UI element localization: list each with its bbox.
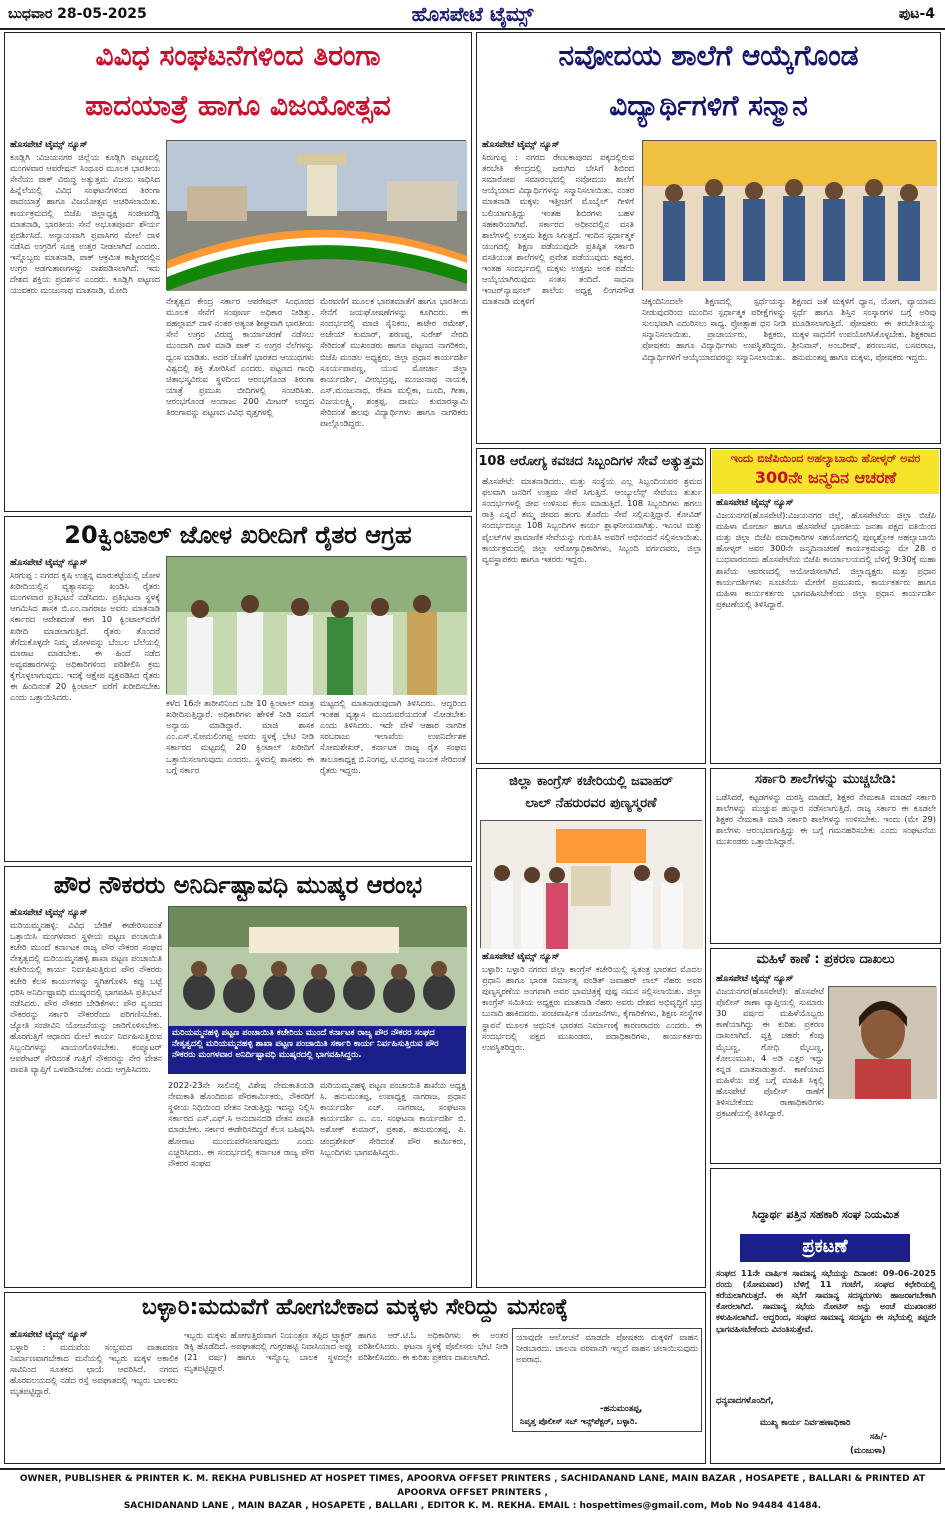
- article-strike-byline: ಹೊಸಪೇಟೆ ಟೈಮ್ಸ್ ನ್ಯೂಸ್: [10, 908, 88, 918]
- accident-quote-role: ನಿವೃತ್ತ ಪೊಲೀಸ್ ಸಬ್ ಇನ್ಸ್‌ಪೆಕ್ಟರ್, ಬಳ್ಳಾರಿ.: [520, 1416, 638, 1426]
- article-strike-headline: ಪೌರ ನೌಕರರು ಅನಿರ್ದಿಷ್ಟಾವಧಿ ಮುಷ್ಕರ ಆರಂಭ: [53, 871, 423, 899]
- notice-signatory: ಮುಖ್ಯ ಕಾರ್ಯ ನಿರ್ವಹಣಾಧಿಕಾರಿ: [760, 1418, 851, 1428]
- article-108-headline: 108 ಆರೋಗ್ಯ ಕವಚದ ಸಿಬ್ಬಂದಿಗಳ ಸೇವೆ ಅತ್ಯುತ್ತಮ: [478, 454, 704, 469]
- students-group-illustration: [643, 141, 937, 291]
- article-missing-headline: ಮಹಿಳೆ ಕಾಣೆ : ಪ್ರಕರಣ ದಾಖಲು: [756, 952, 895, 967]
- article-navodaya-byline: ಹೊಸಪೇಟೆ ಟೈಮ್ಸ್ ನ್ಯೂಸ್: [482, 140, 560, 150]
- article-tiranga-col2: ನೇತೃತ್ವದ ಕೇಂದ್ರ ಸರ್ಕಾರ ಆಪರೇಷನ್ ಸಿಂಧೂರದ ಮೂಲಕ ಸೇನೆಗೆ ಸಂಪೂರ್ಣ ಅಧಿಕಾರ ನೀಡಿತ್ತು. ಪಹಲ್ಗಾಮ್ ದಾಳಿ ನಂತರ ಅತ್ಯಂತ ಶೀಘ್ರವಾಗಿ ಭಾರತೀಯ ಸೇನೆ ಉಗ್ರರ ವಿರುದ್ಧ ಕಾರ್ಯಾಚರಣೆ ನಡೆಸಲು ಮುಂದಾಗಿ ದಾಳಿ ಮಾಡಿ ಪಾಕ್‌ ನ ಉಗ್ರರ ನೆಲೆಗಳನ್ನು ಧ್ವಂಸ ಮಾಡಿತು. ಅದರ ಜೊತೆಗೆ ಭಾರತದ ಆಯುಧಗಳು ವಿಶ್ವದಲ್ಲಿ ಶಕ್ತಿ ತೋರಿಸಿವೆ ಎಂದರು. ಪಟ್ಟಣದ ಗಾಂಧಿ ಚಿತಾಭಸ್ಮವಿರುವ ಸ್ಥಳದಿಂದ ಆರಂಭಗೊಂಡ ತಿರಂಗಾ ಯಾತ್ರೆ ಪ್ರಮುಖ ಬೀದಿಗಳಲ್ಲಿ ಸಂಚರಿಸಿತು. ಆರಂಭಗೊಂಡ ಅಂದಾಜು 200 ಮೀಟರ್ ಉದ್ದದ ತಿರಂಗಾವನ್ನು ಪಟ್ಟಣದ ವಿವಿಧ ವೃತ್ತಗಳಲ್ಲಿ: [166, 296, 314, 418]
- article-nehru-body: ಬಳ್ಳಾರಿ: ಬಳ್ಳಾರಿ ನಗರದ ಜಿಲ್ಲಾ ಕಾಂಗ್ರೆಸ್ ಕಚೇರಿಯಲ್ಲಿ ಸ್ವತಂತ್ರ ಭಾರತದ ಮೊದಲ ಪ್ರಧಾನಿ ಹಾಗೂ ಭಾರತ ನಿರ್ಮಾತೃ ಪಂಡಿತ್ ಜವಾಹರ್ ಲಾಲ್ ನೆಹರು ಅವರ ಪುಣ್ಯಸ್ಮರಣೆಯ ಅಂಗವಾಗಿ ಅವರ ಭಾವಚಿತ್ರಕ್ಕೆ ಪುಷ್ಪ ನಮನ ಸಲ್ಲಿಸಲಾಯಿತು. ಜಿಲ್ಲಾ ಕಾಂಗ್ರೆಸ್ ಸಮಿತಿಯ ಅಧ್ಯಕ್ಷರು ಮಾತನಾಡಿ ನೆಹರು ಅವರು ದೇಶದ ಅಭಿವೃದ್ಧಿಗೆ ಭದ್ರ ಬುನಾದಿ ಹಾಕಿದವರು. ಪಂಚವಾರ್ಷಿಕ ಯೋಜನೆಗಳು, ಕೈಗಾರಿಕೆಗಳು, ಶಿಕ್ಷಣ ಸಂಸ್ಥೆಗಳ ಸ್ಥಾಪನೆ ಮೂಲಕ ಆಧುನಿಕ ಭಾರತದ ನಿರ್ಮಾಣಕ್ಕೆ ಕಾರಣರಾದರು ಎಂದರು. ಈ ಸಂದರ್ಭದಲ್ಲಿ ಪಕ್ಷದ ಮುಖಂಡರು, ಪದಾಧಿಕಾರಿಗಳು, ಕಾರ್ಯಕರ್ತರು ಉಪಸ್ಥಿತರಿದ್ದರು.: [482, 964, 702, 1052]
- article-tiranga-col3: ಮೆರವಣಿಗೆ ಮೂಲಕ ಭಾರತಮಾತೆಗೆ ಹಾಗೂ ಭಾರತೀಯ ಸೇನೆಗೆ ಜಯಘೋಷಣೆಗಳನ್ನು ಕೂಗಿದರು. ಈ ಸಂದರ್ಭದಲ್ಲಿ ಮಾಜಿ ಸೈನಿಕರು, ಕಾಟೇರ ರಮೇಶ್, ಅಜೇಯ್ ಕುಮಾರ್, ಶರಣಪ್ಪ, ಸುರೇಶ್ ನೇರದಿ ಸೇರಿದಂತೆ ಮುಖಂಡರು ಹಾಗೂ ಪಟ್ಟಣದ ನಾಗರಿಕರು, ಬಿಜೆಪಿ ಮಂಡಲ ಅಧ್ಯಕ್ಷರು, ಜಿಲ್ಲಾ ಪ್ರಧಾನ ಕಾರ್ಯದರ್ಶಿ ಸೂರ್ಯಪಾಪಣ್ಣ, ಯುವ ಮೋರ್ಚಾ ಜಿಲ್ಲಾ ಕಾರ್ಯದರ್ಶಿ, ವೀರಭದ್ರಪ್ಪ, ಮಂಜುನಾಥ ನಾಯಕ, ಎಸ್.ಮಂಜುನಾಥ, ರೇಖಾ ಮಲ್ಲಿಕಾ, ಬೂದಿ, ಗೀತಾ, ವಿಜಯಲಕ್ಷ್ಮಿ, ಶಂಕ್ರಪ್ಪ, ದಾಮು ಕುಮಾರಸ್ವಾಮಿ ಸೇರಿದಂತೆ ಹಲವು ವಿದ್ಯಾರ್ಥಿಗಳು ಹಾಗೂ ನಾಗರಿಕರು ಪಾಲ್ಗೊಂಡಿದ್ದರು.: [320, 296, 468, 429]
- article-108-body: ಹೊಸಪೇಟೆ: ಮಾತನಾಡಿದರು. ಮತ್ತು ಸಂಸ್ಥೆಯ ಎಲ್ಲ ಸಿಬ್ಬಂದಿಯವರ ಶ್ರಮದ ಫಲವಾಗಿ ಜನರಿಗೆ ಉತ್ತಮ ಸೇವೆ ಸಿಗುತ್ತಿದೆ. ಆಂಬ್ಯುಲೆನ್ಸ್ ಸೇವೆಯು ತುರ್ತು ಸಂದರ್ಭಗಳಲ್ಲಿ ಜೀವ ಉಳಿಸುವ ಕೆಲಸ ಮಾಡುತ್ತಿದೆ. 108 ಸಿಬ್ಬಂದಿಗಳು ಹಗಲು ರಾತ್ರಿ ಎನ್ನದೆ ತಮ್ಮ ಜೀವದ ಹಂಗು ತೊರೆದು ಸೇವೆ ಸಲ್ಲಿಸುತ್ತಿದ್ದಾರೆ. ಕೋವಿಡ್ ಸಂದರ್ಭದಲ್ಲೂ 108 ಸಿಬ್ಬಂದಿಗಳ ಕಾರ್ಯ ಶ್ಲಾಘನೀಯವಾಗಿತ್ತು. ಇಎಂಟಿ ಮತ್ತು ಪೈಲಟ್‌ಗಳ ಪ್ರಾಮಾಣಿಕ ಸೇವೆಯನ್ನು ಗುರುತಿಸಿ ಅವರಿಗೆ ಅಭಿನಂದನೆ ಸಲ್ಲಿಸಲಾಯಿತು. ಕಾರ್ಯಕ್ರಮದಲ್ಲಿ ಜಿಲ್ಲಾ ಆರೋಗ್ಯಾಧಿಕಾರಿಗಳು, ಸಿಬ್ಬಂದಿ ವರ್ಗದವರು, ಜಿಲ್ಲಾ ವ್ಯವಸ್ಥಾಪಕರು ಹಾಗೂ ಇತರರು ಇದ್ದರು.: [482, 476, 702, 564]
- article-strike-col1: ಮರಿಯಮ್ಮನಹಳ್ಳಿ: ವಿವಿಧ ಬೇಡಿಕೆ ಈಡೇರಿಸುವಂತೆ ಒತ್ತಾಯಿಸಿ ಮಂಗಳವಾರ ಸ್ಥಳೀಯ ಪಟ್ಟಣ ಪಂಚಾಯಿತಿ ಕಚೇರಿ ಮುಂದೆ ಕರ್ನಾಟಕ ರಾಜ್ಯ ಪೌರ ನೌಕರರ ಸಂಘದ ನೇತೃತ್ವದಲ್ಲಿ ಮರಿಯಮ್ಮನಹಳ್ಳಿ ಶಾಖಾ ಪಟ್ಟಣ ಪಂಚಾಯಿತಿ ಕಚೇರಿಯಲ್ಲಿ ಕಾರ್ಯ ನಿರ್ವಹಿಸುತ್ತಿರುವ ಪೌರ ನೌಕರರು ಕಚೇರಿ ಕೆಲಸ ಕಾರ್ಯಗಳನ್ನು ಸ್ಥಗಿತಗೊಳಿಸಿ ಕಪ್ಪು ಬಟ್ಟೆ ಧರಿಸಿ ಅನಿರ್ದಿಷ್ಟಾವಧಿ ಮುಷ್ಕರದಲ್ಲಿ ಭಾಗವಹಿಸಿ ಪ್ರತಿಭಟನೆ ನಡೆಸಿದರು. ಪೌರ ನೌಕರರ ಬೇಡಿಕೆಗಳು: ಪೌರ ವೃಂದದ ನೌಕರರನ್ನು ಸರ್ಕಾರಿ ನೌಕರರೆಂದು ಪರಿಗಣಿಸಬೇಕು. ಜ್ಯೋತಿ ಸಂಜೀವಿನಿ ಯೋಜನೆಯನ್ನು ಜಾರಿಗೊಳಿಸಬೇಕು. ಹೊರಗುತ್ತಿಗೆ ಆಧಾರದ ಮೇಲೆ ಕಾರ್ಯ ನಿರ್ವಹಿಸುತ್ತಿರುವ ಸಿಬ್ಬಂದಿಗಳನ್ನು ಖಾಯಂಗೊಳಿಸಬೇಕು. ಕಂಪ್ಯೂಟರ್ ಆಪರೇಟರ್ ಸೇರಿದಂತೆ ಗುತ್ತಿಗೆ ನೌಕರರನ್ನು ನೇರ ವೇತನ ಪಾವತಿ ವ್ಯಾಪ್ತಿಗೆ ಒಳಪಡಿಸಬೇಕು ಎಂದು ಆಗ್ರಹಿಸಿದರು.: [10, 920, 162, 1075]
- article-accident-col2: ಇಬ್ಬರು ಮಕ್ಕಳು ಹೋಗುತ್ತಿರುವಾಗ ನಿಯಂತ್ರಣ ತಪ್ಪಿದ ಟ್ರ್ಯಾಕ್ಟರ್ ಡಿಕ್ಕಿ ಹೊಡೆದಿದೆ. ಅಪಘಾತದಲ್ಲಿ ಗುಗ್ಗರಹಟ್ಟಿ ನಿವಾಸಿಯಾದ ಅಪ್ಪು (21 ವರ್ಷ) ಹಾಗೂ ಇನ್ನೊಬ್ಬ ಬಾಲಕ ಸ್ಥಳದಲ್ಲೇ ಮೃತಪಟ್ಟಿದ್ದಾರೆ.: [184, 1330, 352, 1374]
- article-accident-col1: ಬಳ್ಳಾರಿ : ಮದುವೆಯ ಸಂಭ್ರಮದ ವಾತಾವರಣ ನಿರ್ಮಾಣವಾಗಬೇಕಾದ ಮನೆಯಲ್ಲಿ ಇಬ್ಬರು ಮಕ್ಕಳ ಅಕಾಲಿಕ ಸಾವಿನಿಂದ ಸೂತಕದ ಛಾಯೆ ಆವರಿಸಿದೆ. ನಗರದ ಹೊರವಲಯದಲ್ಲಿ ನಡೆದ ರಸ್ತೆ ಅಪಘಾತದಲ್ಲಿ ಇಬ್ಬರು ಬಾಲಕರು ಮೃತಪಟ್ಟಿದ್ದಾರೆ.: [10, 1342, 178, 1397]
- article-ahilyabai-headline-1: ಇಂದು ಬಿಜೆಪಿಯಿಂದ ಅಹಲ್ಯಾಬಾಯಿ ಹೋಳ್ಕರ್ ಅವರ: [730, 452, 921, 465]
- article-navodaya-col1: ಸಿರುಗುಪ್ಪ : ನಗರದ ರೇಣುಕಾಪುರದ ಪಕ್ಕದಲ್ಲಿರುವ ತರಬೇತಿ ಕೇಂದ್ರದಲ್ಲಿ ಜರುಗಿದ ಬೇಸಿಗೆ ಶಿಬಿರದ ಸಮಾರೋಪ ಸಮಾರಂಭದಲ್ಲಿ ನವೋದಯ ಶಾಲೆಗೆ ಆಯ್ಕೆಯಾದ ವಿದ್ಯಾರ್ಥಿಗಳನ್ನು ಸನ್ಮಾನಿಸಲಾಯಿತು. ನಂತರ ಮಾತನಾಡಿ ಮಕ್ಕಳು ಇತ್ತೀಚಿಗೆ ಮೊಬೈಲ್ ಗೀಳಿಗೆ ಬಲಿಯಾಗುತ್ತಿದ್ದು ಇಂತಹ ಶಿಬಿರಗಳು ಬಹಳ ಸಹಕಾರಿಯಾಗಿವೆ. ಸರ್ಕಾರದ ಅಧೀನದಲ್ಲಿನ ವಸತಿ ಶಾಲೆಗಳಲ್ಲಿ ಉತ್ತಮ ಶಿಕ್ಷಣ ಸಿಗುತ್ತದೆ. ಇಂದಿನ ಸ್ಪರ್ಧಾತ್ಮಕ ಯುಗದಲ್ಲಿ ಶಿಕ್ಷಣ ಪಡೆಯುವುದೇ ಪ್ರತಿಷ್ಠಿತ ಸರ್ಕಾರಿ ವಸತಿಯುತ ಶಾಲೆಗಳಲ್ಲಿ ಪ್ರವೇಶ ಪಡೆಯುವುದು ಕಷ್ಟಕರ. ಇಂತಹ ಸಂದರ್ಭದಲ್ಲಿ ಮಕ್ಕಳು ಉತ್ತಮ ಅಂಕ ಪಡೆದು ಆಯ್ಕೆಯಾಗಿರುವುದು ಸಂತಸ ತಂದಿದೆ. ಸಾಧನಾ ಇಂಟರ್‌ನ್ಯಾಷನಲ್ ಶಾಲೆಯ ಅಧ್ಯಕ್ಷ ಲಿಂಗನಗೌಡ ಮಾತನಾಡಿ ಮಕ್ಕಳಿಗೆ: [482, 152, 634, 307]
- article-jowar-headline: 20ಕ್ವಿಂಟಾಲ್ ಜೋಳ ಖರೀದಿಗೆ ರೈತರ ಆಗ್ರಹ: [64, 521, 412, 549]
- header-rule: [0, 28, 945, 30]
- article-navodaya-headline-2: ವಿದ್ಯಾರ್ಥಿಗಳಿಗೆ ಸನ್ಮಾನ: [609, 89, 808, 122]
- article-schools-body: ಒಡೆಸಿದರೆ, ಕಟ್ಟಡಗಳನ್ನು ದುರಸ್ತಿ ಮಾಡದೆ, ಶಿಕ್ಷಕರ ನೇಮಕಾತಿ ಮಾಡದೆ ಸರ್ಕಾರಿ ಶಾಲೆಗಳನ್ನು ಮುಚ್ಚುವ ಹುನ್ನಾರ ನಡೆಸಲಾಗುತ್ತಿದೆ. ರಾಜ್ಯ ಸರ್ಕಾರ ಈ ಕೂಡಲೇ ಶಿಕ್ಷಕರ ನೇಮಕಾತಿ ಮಾಡಿ ಸರ್ಕಾರಿ ಶಾಲೆಗಳನ್ನು ಉಳಿಸಬೇಕು. ಇಂದು (ಮೇ 29) ಶಾಲೆಗಳು ಆರಂಭವಾಗುತ್ತಿದ್ದು ಈ ಬಗ್ಗೆ ಗಮನಹರಿಸಬೇಕು ಎಂದು ಸಂಘಟನೆಯ ಮುಖಂಡರು ಒತ್ತಾಯಿಸಿದ್ದಾರೆ.: [716, 792, 936, 847]
- notice-label: ಪ್ರಕಟಣೆ: [802, 1236, 848, 1257]
- article-nehru-byline: ಹೊಸಪೇಟೆ ಟೈಮ್ಸ್ ನ್ಯೂಸ್: [482, 952, 560, 962]
- article-ahilyabai-body: ವಿಜಯನಗರ(ಹೊಸಪೇಟೆ):ವಿಜಯನಗರ ಜಿಲ್ಲೆ, ಹೊಸಪೇಟೆಯ ಜಿಲ್ಲಾ ಬಿಜೆಪಿ ಮಹಿಳಾ ಮೋರ್ಚಾ ಹಾಗೂ ಹೊಸಪೇಟೆ ಭಾರತೀಯ ಜನತಾ ಪಕ್ಷದ ವತಿಯಿಂದ ಮತ್ತು ಜಿಲ್ಲಾ ಬಿಜೆಪಿ ಪದಾಧಿಕಾರಿಗಳ ಸಹಯೋಗದಲ್ಲಿ ಪುಣ್ಯಶ್ಲೋಕ ಅಹಲ್ಯಾಬಾಯಿ ಹೋಳ್ಕರ್ ಅವರ 300ನೇ ಜನ್ಮದಿನಾಚರಣೆ ಕಾರ್ಯಕ್ರಮವನ್ನು ಮೇ 28 ರ ಬುಧವಾರದಂದು ಹೊಸಪೇಟೆಯ ಬಿಜೆಪಿ ಕಾರ್ಯಾಲಯದಲ್ಲಿ ಬೆಳಿಗ್ಗೆ 9:30ಕ್ಕೆ ಮಹಾ ಶಾಖೆಯ ಆವರಣದಲ್ಲಿ ಆಯೋಜಿಸಲಾಗಿದೆ. ಜಿಲ್ಲಾದ್ಯಕ್ಷರು ಮತ್ತು ಪ್ರಧಾನ ಕಾರ್ಯದರ್ಶಿಗಳು ಸೂಚನೆಯ ಮೇರೆಗೆ ಪ್ರಮುಖರು, ಕಾರ್ಯಕರ್ತರು ಹಾಗೂ ಮಹಿಳಾ ಕಾರ್ಯಕರ್ತರು ಭಾಗವಹಿಸಬೇಕೆಂದು ಜಿಲ್ಲಾ ಪ್ರಧಾನ ಕಾರ್ಯದರ್ಶಿ ಪ್ರಕಟಣೆಯಲ್ಲಿ ತಿಳಿಸಿದ್ದಾರೆ.: [716, 510, 936, 609]
- strike-protest-photo: [168, 906, 466, 1026]
- woman-portrait-illustration: [829, 987, 937, 1099]
- accident-quote-text: ಯಾವುದೇ ಆಲೋಚನೆ ಮಾಡದೇ ಪೋಷಕರು ಮಕ್ಕಳಿಗೆ ವಾಹನ ನೀಡಬಾರದು. ಚಾಲನಾ ಪರವಾನಗಿ ಇಲ್ಲದೆ ವಾಹನ ಚಲಾಯಿಸುವುದು ಅಪರಾಧ.: [516, 1332, 698, 1365]
- article-nehru-headline-2: ಲಾಲ್ ನೆಹರುರವರ ಪುಣ್ಯಸ್ಮರಣೆ: [525, 796, 657, 811]
- article-tiranga-headline-1: ವಿವಿಧ ಸಂಘಟನೆಗಳಿಂದ ತಿರಂಗಾ: [95, 39, 381, 72]
- imprint-line-1: OWNER, PUBLISHER & PRINTER K. M. REKHA PUBLISHED AT HOSPET TIMES, APOORVA OFFSET PRINTERS , SACHIDANAND LANE, MAIN BAZAR , HOSAPETE , BALLARI & PRINTED AT APOORVA OFFSET PRINTERS ,: [19, 1474, 926, 1498]
- farmers-protest-illustration: [167, 557, 467, 695]
- article-navodaya-col3: ಶಿಕ್ಷಣದ ಜತೆ ಮಕ್ಕಳಿಗೆ ಧ್ಯಾನ, ಯೋಗ, ವ್ಯಾಯಾಮ ಸ್ಪರ್ಧೆ ಹಾಗೂ ಶಿಸ್ತಿನ ಸಂಸ್ಕಾರಗಳ ಬಗ್ಗೆ ಅರಿವು ಮೂಡಿಸಲಾಗುತ್ತಿದೆ. ಪೋಷಕರು ಈ ತರಬೇತಿಯನ್ನು ಮಕ್ಕಳ ಸಾಧನೆಗೆ ಉಪಯೋಗಿಸಿಕೊಳ್ಳಬೇಕು. ಶಿಕ್ಷಕರಾದ ಶ್ರೀನಿವಾಸ್, ಅಂಬರೀಷ್, ಶರಣಬಸವ, ಬಸವರಾಜ, ಹನುಮಂತಪ್ಪ ಹಾಗೂ ಮಕ್ಕಳು, ಪೋಷಕರು ಇದ್ದರು.: [792, 296, 936, 362]
- article-navodaya-col2: ಚಿಕ್ಕಂದಿನಿಂದಲೇ ಶಿಕ್ಷಣದಲ್ಲಿ ಸ್ಪರ್ಧೆಯನ್ನು ನೀಡುವುದರಿಂದ ಮುಂದಿನ ಸ್ಪರ್ಧಾತ್ಮಕ ಪರೀಕ್ಷೆಗಳನ್ನು ಸುಲಭವಾಗಿ ಎದುರಿಸಲು ಸಾಧ್ಯ. ಪ್ರೋತ್ಸಾಹ ಧನ ನೀಡಿ ಸನ್ಮಾನಿಸಲಾಯಿತು. ಪ್ರಾಚಾರ್ಯರು, ಶಿಕ್ಷಕರು, ಪೋಷಕರು ಹಾಗೂ ವಿದ್ಯಾರ್ಥಿಗಳು ಉಪಸ್ಥಿತರಿದ್ದರು. ವಿದ್ಯಾರ್ಥಿಗಳಿಗೆ ಆಯ್ಕೆಯಾದವರನ್ನು ಸನ್ಮಾನಿಸಲಾಯಿತು.: [642, 296, 786, 362]
- article-accident-col3: ಹಾಗೂ ಆರ್‌.ಟಿ.ಓ ಅಧಿಕಾರಿಗಳು ಈ ಅಂತರ ಪರಿಶೀಲಿಸಿದರು. ಘಟನಾ ಸ್ಥಳಕ್ಕೆ ಪೊಲೀಸರು ಭೇಟಿ ನೀಡಿ ಪರಿಶೀಲಿಸಿದರು. ಈ ಕುರಿತು ಪ್ರಕರಣ ದಾಖಲಾಗಿದೆ.: [358, 1330, 508, 1363]
- article-ahilyabai-headline-2: 300ನೇ ಜನ್ಮದಿನ ಆಚರಣೆ: [754, 468, 897, 487]
- article-nehru-headline-1: ಜಿಲ್ಲಾ ಕಾಂಗ್ರೆಸ್ ಕಚೇರಿಯಲ್ಲಿ ಜವಾಹರ್: [509, 774, 673, 789]
- imprint-footer: [0, 1468, 945, 1511]
- article-tiranga-headline-2: ಪಾದಯಾತ್ರೆ ಹಾಗೂ ವಿಜಯೋತ್ಸವ: [85, 89, 391, 122]
- masthead-title: ಹೊಸಪೇಟೆ ಟೈಮ್ಸ್: [411, 2, 534, 26]
- nehru-tribute-photo: [480, 820, 702, 948]
- article-accident-byline: ಹೊಸಪೇಟೆ ಟೈಮ್ಸ್ ನ್ಯೂಸ್: [10, 1330, 88, 1340]
- missing-woman-photo: [828, 986, 936, 1098]
- article-schools-headline: ಸರ್ಕಾರಿ ಶಾಲೆಗಳನ್ನು ಮುಚ್ಚಬೇಡಿ:: [754, 772, 897, 787]
- page-number: ಪುಟ-4: [898, 6, 935, 22]
- imprint-line-2: SACHIDANAND LANE , MAIN BAZAR , HOSAPETE , BALLARI , EDITOR K. M. REKHA. EMAIL : hospettimes@gmail.com, Mob No 94484 41484.: [123, 1501, 822, 1511]
- article-missing-body-top: ವಿಜಯನಗರ(ಹೊಸಪೇಟೆ): ಹೊಸಪೇಟೆ ಪೊಲೀಸ್ ಠಾಣಾ ವ್ಯಾಪ್ತಿಯಲ್ಲಿ ಸುಮಾರು 30 ವರ್ಷದ ಮಹಿಳೆಯೊಬ್ಬರು ಕಾಣೆಯಾಗಿದ್ದು ಈ ಕುರಿತು ಪ್ರಕರಣ ದಾಖಲಾಗಿದೆ. ವ್ಯಕ್ತಿ ಚಹರೆ: ಕೆಂಪು ಮೈಬಣ್ಣ, ಗೋಧಿ ಮೈಬಣ್ಣ, ಕೋಲುಮುಖ, 4 ಅಡಿ ಎತ್ತರ ಇದ್ದು ಕನ್ನಡ ಮಾತನಾಡುತ್ತಾರೆ. ಕಾಣೆಯಾದ ಮಹಿಳೆಯ ಪತ್ತೆ ಬಗ್ಗೆ ಮಾಹಿತಿ ಸಿಕ್ಕಲ್ಲಿ ಹೊಸಪೇಟೆ ಪೊಲೀಸ್ ಠಾಣೆಗೆ ತಿಳಿಸಬೇಕೆಂದು ಠಾಣಾಧಿಕಾರಿಗಳು ಪ್ರಕಟಣೆಯಲ್ಲಿ ತಿಳಿಸಿದ್ದಾರೆ.: [716, 986, 824, 1119]
- tiranga-rally-illustration: [167, 141, 467, 291]
- article-strike-col2: 2022-23ನೇ ಸಾಲಿನಲ್ಲಿ ವಿಶೇಷ ನೇಮಕಾತಿಯಡಿ ನೇಮಕಾತಿ ಹೊಂದಿರುವ ಪೌರಕಾರ್ಮಿಕರು, ನೌಕರರಿಗೆ ಸ್ಥಳೀಯ ನಿಧಿಯಿಂದ ವೇತನ ನೀಡುತ್ತಿದ್ದು ಇದನ್ನು ನಿಲ್ಲಿಸಿ ಸರ್ಕಾರದ ಎಸ್.ಎಫ್.ಸಿ ಅನುದಾನದಡಿ ವೇತನ ಪಾವತಿ ಮಾಡಬೇಕು. ಸರ್ಕಾರ ಈಡೇರಿಸದಿದ್ದರೆ ಕೆಲಸ ಬಹಿಷ್ಕರಿಸಿ ಹೋರಾಟ ಮುಂದುವರೆಸಲಾಗುವುದು ಎಂದು ಎಚ್ಚರಿಸಿದರು. ಈ ಸಂದರ್ಭದಲ್ಲಿ ಕರ್ನಾಟಕ ರಾಜ್ಯ ಪೌರ ನೌಕರರ ಸಂಘದ: [168, 1080, 314, 1168]
- edition-date: ಬುಧವಾರ 28-05-2025: [8, 6, 147, 22]
- article-tiranga-byline: ಹೊಸಪೇಟೆ ಟೈಮ್ಸ್ ನ್ಯೂಸ್: [10, 140, 88, 150]
- navodaya-students-photo: [642, 140, 936, 290]
- farmers-protest-photo: [166, 556, 466, 694]
- notice-body: ಸಂಘದ 11ನೇ ವಾರ್ಷಿಕ ಸಾಮಾನ್ಯ ಸಭೆಯನ್ನು ದಿನಾಂಕ: 09-06-2025 ರಂದು (ಸೋಮವಾರ) ಬೆಳಿಗ್ಗೆ 11 ಗಂಟೆಗೆ, ಸಂಘದ ಕಛೇರಿಯಲ್ಲಿ ಕರೆಯಲಾಗಿರುತ್ತದೆ. ಈ ಸಭೆಗೆ ಸಾಮಾನ್ಯ ಸದಸ್ಯರುಗಳು ಹಾಜರಾಗಬೇಕಾಗಿ ಕೋರಲಾಗಿದೆ. ಸಾಮಾನ್ಯ ಸಭೆಯ ನೋಟಿಸ್ ಅನ್ನು ಅಂಚೆ ಮುಖಾಂತರ ಕಳುಹಿಸಲಾಗಿದೆ. ಆದ್ದರಿಂದ, ಸಂಘದ ಸಾಮಾನ್ಯ ಸದಸ್ಯರು ಈ ಸಭೆಯಲ್ಲಿ ತಪ್ಪದೇ ಭಾಗವಹಿಸಬೇಕೆಂದು ವಿನಂತಿಸುತ್ತೇವೆ.: [716, 1268, 936, 1334]
- article-jowar-col3: ಮಟ್ಟದಲ್ಲಿ ಮಾತನಾಡುವುದಾಗಿ ತಿಳಿಸಿದರು. ಆದ್ದರಿಂದ ಇಂತಹ ವ್ಯತ್ಯಾಸ ಮುಂದುವರೆಯದಂತೆ ನೋಡಬೇಕು ಎಂದು ತಿಳಿಸಿದರು. ಇದೇ ವೇಳೆ ಆಹಾರ ನಾಗರಿಕ ಸರಬರಾಜು ಇಲಾಖೆಯ ಉಪನಿರ್ದೇಶಕ ಸೋಮಶೇಖರ್, ಕರ್ನಾಟಕ ರಾಜ್ಯ ರೈತ ಸಂಘದ ತಾಲೂಕಾಧ್ಯಕ್ಷ ಬಿ.ನಿಂಗಪ್ಪ, ಟಿ.ಧರಪ್ಪ ನಾಯಕ ಸೇರಿದಂತೆ ರೈತರು ಇದ್ದರು.: [320, 698, 466, 775]
- article-jowar-byline: ಹೊಸಪೇಟೆ ಟೈಮ್ಸ್ ನ್ಯೂಸ್: [10, 558, 88, 568]
- notice-thanks: ಧನ್ಯವಾದಗಳೊಂದಿಗೆ,: [716, 1396, 774, 1406]
- article-accident-headline: ಬಳ್ಳಾರಿ:ಮದುವೆಗೆ ಹೋಗಬೇಕಾದ ಮಕ್ಕಳು ಸೇರಿದ್ದು ಮಸಣಕ್ಕೆ: [141, 1295, 569, 1320]
- article-jowar-col1: ಸಿರಗುಪ್ಪ : ನಗರದ ಕೃಷಿ ಉತ್ಪನ್ನ ಮಾರುಕಟ್ಟೆಯಲ್ಲಿ ಜೋಳ ಖರೀದಿಯಲ್ಲಿನ ವ್ಯತ್ಯಾಸವನ್ನು ಖಂಡಿಸಿ ರೈತರು ಮಂಗಳವಾರ ಪ್ರತಿಭಟನೆ ನಡೆಸಿದರು. ಪ್ರತಿಭಟನಾ ಸ್ಥಳಕ್ಕೆ ಆಗಮಿಸಿದ ಶಾಸಕ ಬಿ.ಎಂ.ನಾಗರಾಜ ಅವರು ಮಾತನಾಡಿ ಸರ್ಕಾರದ ಆದೇಶದಂತೆ ಈಗ 10 ಕ್ವಿಂಟಾಲ್‌ವರೆಗೆ ಖರೀದಿ ಮಾಡಲಾಗುತ್ತಿದೆ. ರೈತರು ತೊಂದರೆ ತೆಗೆದುಕೊಳ್ಳದೇ ನಿಮ್ಮ ಜೋಳವನ್ನು ಬೆಂಬಲ ಬೆಲೆಯಲ್ಲಿ ಮಾರಾಟ ಮಾಡಬೇಕು. ಈ ಹಿಂದೆ ನಡೆದ ಅವ್ಯವಹಾರಗಳನ್ನು ಅಧಿಕಾರಿಗಳಿಂದ ಪರಿಶೀಲಿಸಿ ಕ್ರಮ ಕೈಗೊಳ್ಳಲಾಗುವುದು. ಇದಕ್ಕೆ ಆಕ್ಷೇಪ ವ್ಯಕ್ತಪಡಿಸಿದ ರೈತರು ಈ ಹಿಂದಿನಂತೆ 20 ಕ್ವಿಂಟಾಲ್ ವರೆಗೆ ಖರೀದಿಸಬೇಕು ಎಂದು ಒತ್ತಾಯಿಸಿದರು.: [10, 570, 160, 703]
- notice-signatory-name: (ಮಂಜುಳಾ): [850, 1446, 886, 1456]
- accident-quote-by: -ಹನುಮಂತಪ್ಪ,: [600, 1404, 643, 1414]
- notice-org-name: ಸಿದ್ಧಾರ್ಥ ಪತ್ತಿನ ಸಹಕಾರಿ ಸಂಘ ನಿಯಮಿತ: [751, 1208, 900, 1221]
- notice-sign: ಸಹಿ/-: [870, 1432, 887, 1442]
- article-jowar-col2: ಕಳೆದ 16ನೇ ತಾರೀಖಿನಿಂದ ಬರೀ 10 ಕ್ವಿಂಟಾಲ್ ಮಾತ್ರ ಖರೀದಿಸುತ್ತಿದ್ದಾರೆ. ಅಧಿಕಾರಿಗಳು ಹೇಳಿಕೆ ನೀಡಿ ನಮಗೆ ಅನ್ಯಾಯ ಮಾಡಿದ್ದಾರೆ. ಮಾಜಿ ಶಾಸಕ ಎಂ.ಎಸ್.ಸೋಮಲಿಂಗಪ್ಪ ಅವರು ಸ್ಥಳಕ್ಕೆ ಭೇಟಿ ನೀಡಿ ಸರ್ಕಾರದ ಮಟ್ಟದಲ್ಲಿ 20 ಕ್ವಿಂಟಾಲ್ ಖರೀದಿಗೆ ಒತ್ತಾಯಿಸಲಾಗುವುದು ಎಂದರು. ಸ್ಥಳದಲ್ಲಿ ಶಾಸಕರು ಈ ಬಗ್ಗೆ ಸರ್ಕಾರ: [166, 698, 314, 775]
- article-strike-col3: ಮರಿಯಮ್ಮನಹಳ್ಳಿ ಪಟ್ಟಣ ಪಂಚಾಯಿತಿ ಶಾಖೆಯ ಅಧ್ಯಕ್ಷ ಸಿ. ಹನುಮಂತಪ್ಪ, ಉಪಾಧ್ಯಕ್ಷ ನಾಗರಾಜ, ಪ್ರಧಾನ ಕಾರ್ಯದರ್ಶಿ ಎಚ್. ನಾಗರಾಜ, ಸಂಘಟನಾ ಕಾರ್ಯದರ್ಶಿ ಎ. ಎಂ. ಸಂಘಟನಾ ಕಾರ್ಯದರ್ಶಿ ಬಿ. ಅಶೋಕ್ ಕುಮಾರ್, ಪ್ರಕಾಶ, ಹನುಮಂತಪ್ಪ, ಪಿ. ಚಂದ್ರಶೇಖರ್ ಸೇರಿದಂತೆ ಪೌರ ಕಾರ್ಮಿಕರು, ಸಿಬ್ಬಂದಿಗಳು ಭಾಗವಹಿಸಿದ್ದರು.: [320, 1080, 466, 1157]
- workers-sitting-illustration: [169, 907, 467, 1027]
- congress-office-illustration: [481, 821, 703, 949]
- article-tiranga-col1: ಕೂಡ್ಲಿಗಿ :ವಿಜಯನಗರ ಜಿಲ್ಲೆಯ ಕೂಡ್ಲಿಗಿ ಪಟ್ಟಣದಲ್ಲಿ ಮಂಗಳವಾರ ಆಪರೇಷನ್ ಸಿಂಧೂರ ಮೂಲಕ ಭಾರತೀಯ ಸೇನೆಯು ಪಾಕ್ ವಿರುದ್ಧ ಅತ್ಯುತ್ತಮ ವಿಜಯ ಸಾಧಿಸಿದ ಹಿನ್ನೆಲೆಯಲ್ಲಿ ವಿವಿಧ ಸಂಘಟನೆಗಳಿಂದ ತಿರಂಗಾ ಪಾದಯಾತ್ರೆ ಹಾಗೂ ವಿಜಯೋತ್ಸವ ಆಚರಿಸಲಾಯಿತು. ಕಾರ್ಯಕ್ರಮದಲ್ಲಿ ಬಿಜೆಪಿ ಜಿಲ್ಲಾಧ್ಯಕ್ಷ ಸಂಜೀವರೆಡ್ಡಿ ಮಾತನಾಡಿ, ಭಾರತೀಯ ಸೇನೆ ಅಭೂತಪೂರ್ವ ಶೌರ್ಯ ಪ್ರದರ್ಶಿಸಿದೆ. ಅನ್ಯಾಯವಾಗಿ ಪ್ರವಾಸಿಗರ ಮೇಲೆ ದಾಳಿ ನಡೆಸಿದ ಉಗ್ರರಿಗೆ ಸೂಕ್ತ ಉತ್ತರ ನೀಡಲಾಗಿದೆ ಎಂದರು. ಇನ್ನೊಬ್ಬರು ಮಾತನಾಡಿ, ಪಾಕ್ ಆಕ್ರಮಿತ ಕಾಶ್ಮೀರದಲ್ಲಿನ ಉಗ್ರರ ಅಡಗುತಾಣಗಳನ್ನು ನಾಶಪಡಿಸಲಾಗಿದೆ. ಇದು ದೇಶದ ಶಕ್ತಿಯ ಪ್ರದರ್ಶನ ಎಂದರು. ಕೂಡ್ಲಿಗಿ ಪಟ್ಟಣದ ಯುವಕರು ಮಂಜುನಾಥ ಮಾತನಾಡಿ, ಮೋದಿ: [10, 152, 160, 296]
- article-missing-byline: ಹೊಸಪೇಟೆ ಟೈಮ್ಸ್ ನ್ಯೂಸ್: [716, 974, 794, 984]
- tiranga-rally-photo: [166, 140, 466, 290]
- strike-photo-caption: ಮರಿಯಮ್ಮನಹಳ್ಳಿ ಪಟ್ಟಣ ಪಂಚಾಯಿತಿ ಕಚೇರಿಯ ಮುಂದೆ ಕರ್ನಾಟಕ ರಾಜ್ಯ ಪೌರ ನೌಕರರ ಸಂಘದ ನೇತೃತ್ವದಲ್ಲಿ ಮರಿಯಮ್ಮನಹಳ್ಳಿ ಶಾಖಾ ಪಟ್ಟಣ ಪಂಚಾಯಿತಿ ಸರ್ಕಾರಿ ಕಾರ್ಯ ನಿರ್ವಹಿಸುತ್ತಿರುವ ಪೌರ ನೌಕರರು ಮಂಗಳವಾರ ಅನಿರ್ದಿಷ್ಟಾವಧಿ ಮುಷ್ಕರದಲ್ಲಿ ಭಾಗವಹಿಸಿದ್ದರು.: [168, 1026, 466, 1074]
- article-ahilyabai-byline: ಹೊಸಪೇಟೆ ಟೈಮ್ಸ್ ನ್ಯೂಸ್: [716, 498, 794, 508]
- article-navodaya-headline-1: ನವೋದಯ ಶಾಲೆಗೆ ಆಯ್ಕೆಗೊಂಡ: [558, 39, 859, 72]
